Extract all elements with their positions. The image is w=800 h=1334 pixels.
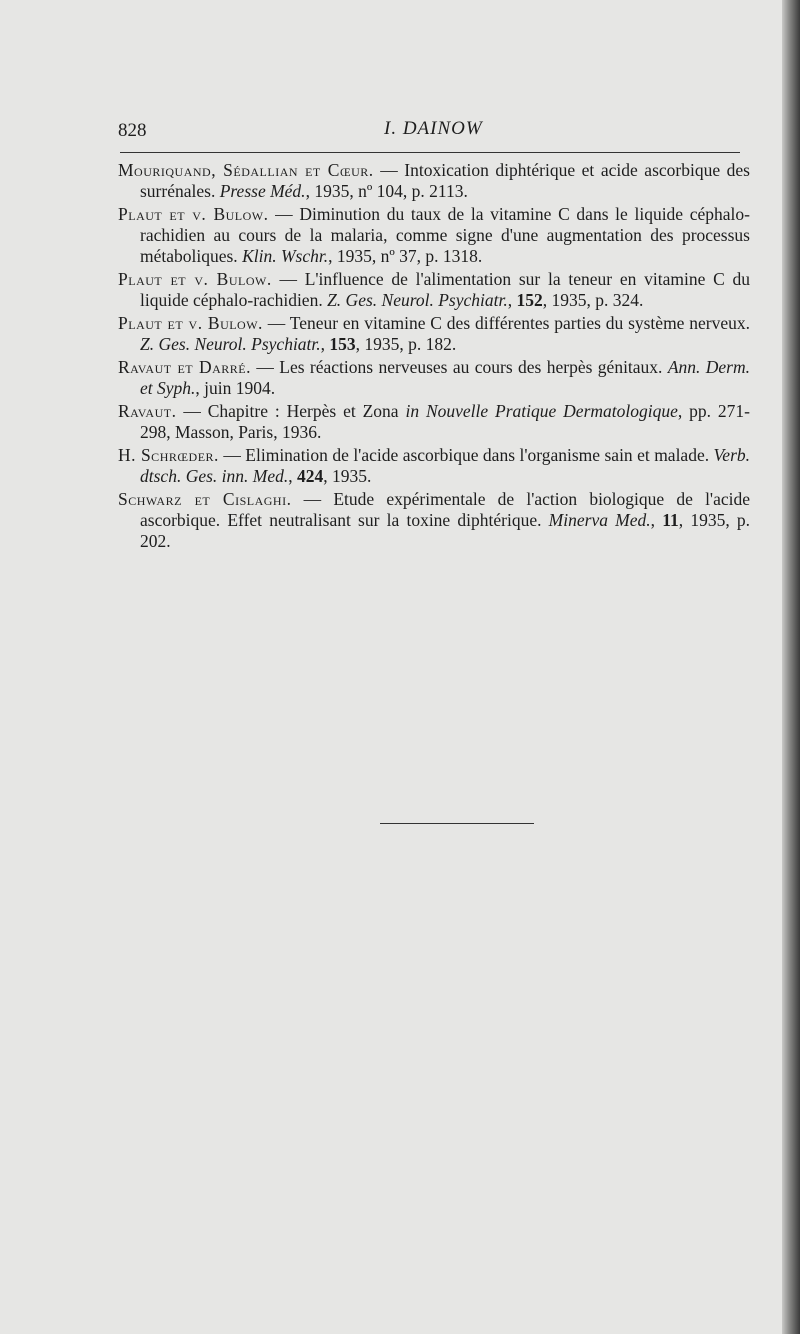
reference-entry: Plaut et v. Bulow. — Teneur en vitamine C des différentes parties du système nerveux. Z. Ges. Neurol. Psychiatr., 153, 1935, p. 182. [118,313,751,354]
page-number: 828 [118,120,147,141]
reference-volume: 11 [662,510,679,530]
reference-journal: in Nouvelle Pratique Dermatologique [405,401,678,421]
reference-title: — Teneur en vitamine C des différentes parties du système nerveux. [262,313,751,333]
reference-authors: Plaut et v. Bulow. [118,269,272,289]
reference-entry: Schwarz et Cislaghi. — Etude expérimentale de l'action biologique de l'acide ascorbique. Effet neutralisant sur la toxine diphtérique. Minerva Med., 11, 1935, p. 202. [118,489,751,551]
reference-authors: Ravaut. [118,401,177,421]
reference-journal: Presse Méd. [219,181,306,201]
reference-details: , 1935, nº 104, p. 2113. [305,181,468,201]
reference-list [118,160,750,554]
reference-volume: 153 [329,334,356,354]
reference-entry [118,357,750,399]
reference-authors: Ravaut et Darré. [118,357,252,377]
reference-volume: 152 [516,290,543,310]
reference-title: — Chapitre : Herpès et Zona [176,401,406,421]
reference-title: — Etude expérimentale de l'action biologique de l'acide ascorbique. Effet neutralisant sur la toxine diphtérique. [140,489,750,530]
reference-volume: 424 [297,466,324,486]
book-spine-shadow [782,0,800,1334]
reference-authors: Plaut et v. Bulow. [118,204,269,224]
reference-details: , 1935, p. 182. [355,334,457,354]
reference-authors: Plaut et v. Bulow. [118,313,263,333]
reference-title: — Les réactions nerveuses au cours des herpès génitaux. [251,357,668,377]
reference-details: , pp. 271-298, Masson, Paris, 1936. [140,401,750,442]
reference-journal: Klin. Wschr. [242,246,329,266]
reference-entry [118,204,750,267]
reference-journal: Verb. dtsch. Ges. inn. Med. [140,445,750,486]
reference-details: , juin 1904. [195,378,276,398]
reference-title: — Elimination de l'acide ascorbique dans l'organisme sain et malade. [218,445,714,465]
reference-entry [118,160,750,202]
reference-entry: H. Schrœder. — Elimination de l'acide ascorbique dans l'organisme sain et malade. Verb. dtsch. Ges. inn. Med., 424, 1935. [118,445,750,486]
reference-journal: Z. Ges. Neurol. Psychiatr. [327,290,508,310]
reference-authors: Mouriquand, Sédallian et Cœur. [118,160,374,180]
reference-details: , 1935. [323,466,372,486]
page-header [118,116,738,146]
reference-title: — Intoxication diphtérique et acide ascorbique des surrénales. [140,160,750,201]
reference-title: — Diminution du taux de la vitamine C dans le liquide céphalo-rachidien au cours de la malaria, comme signe d'une augmentation des processus métaboliques. [140,204,750,266]
reference-journal: Z. Ges. Neurol. Psychiatr. [140,334,321,354]
reference-journal: Minerva Med. [548,510,651,530]
reference-entry [118,401,750,443]
header-rule [120,152,740,153]
running-head: I. DAINOW [384,118,483,139]
reference-entry: Plaut et v. Bulow. — L'influence de l'alimentation sur la teneur en vitamine C du liquide céphalo-rachidien. Z. Ges. Neurol. Psychiatr., 152, 1935, p. 324. [118,269,750,310]
reference-authors: H. Schrœder. [118,445,219,465]
reference-title: — L'influence de l'alimentation sur la teneur en vitamine C du liquide céphalo-rachidien. [140,269,750,310]
reference-authors: Schwarz et Cislaghi. [118,489,292,509]
end-rule [380,823,534,824]
reference-details: , 1935, nº 37, p. 1318. [328,246,483,266]
reference-details: , 1935, p. 202. [140,510,751,551]
reference-details: , 1935, p. 324. [542,290,644,310]
reference-journal: Ann. Derm. et Syph. [140,357,751,398]
